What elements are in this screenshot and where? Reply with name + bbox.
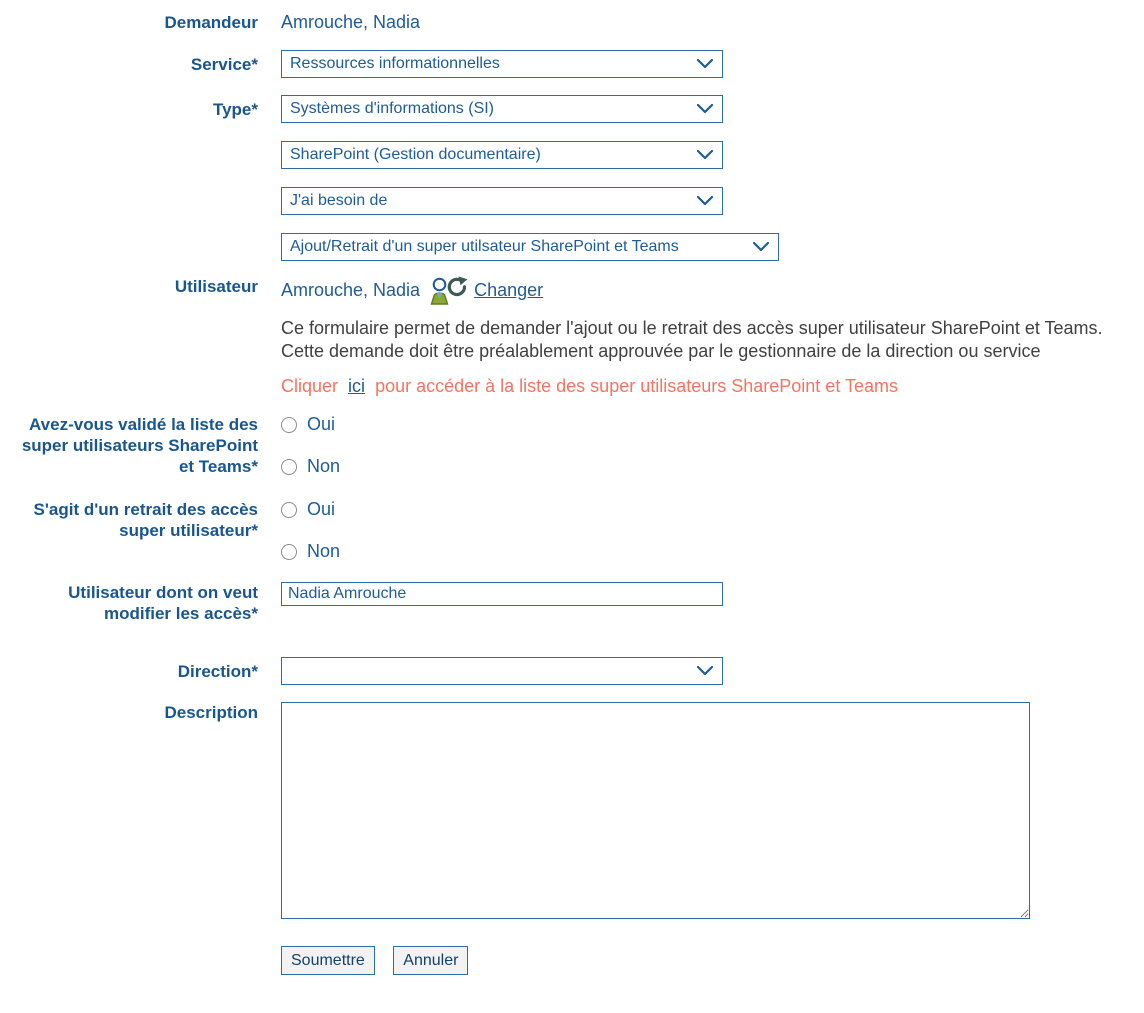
validated-question-label: Avez-vous validé la liste des super utilisateurs SharePoint et Teams* — [21, 415, 258, 476]
change-user-link[interactable]: Changer — [474, 280, 544, 300]
type-select[interactable] — [281, 95, 723, 123]
chevron-down-icon — [697, 196, 713, 206]
target-user-input[interactable] — [281, 582, 723, 606]
intro-paragraph — [281, 317, 1144, 363]
service-select[interactable] — [281, 50, 723, 78]
notice-prefix: Cliquer — [281, 376, 339, 396]
service-label: Service* — [190, 55, 258, 74]
request-select[interactable] — [281, 233, 779, 261]
category-row — [0, 141, 1144, 169]
radio-button[interactable] — [281, 417, 297, 433]
direction-row — [0, 657, 1144, 685]
intro-line1: Ce formulaire permet de demander l'ajout ou le retrait des accès super utilisateur SharePoint et Teams. — [281, 318, 1103, 338]
removal-question-row — [0, 499, 1144, 562]
requester-value: Amrouche, Nadia — [281, 12, 421, 32]
radio-label: Non — [307, 456, 341, 476]
removal-question-label: S'agit d'un retrait des accès super utilisateur* — [33, 500, 258, 540]
need-select[interactable] — [281, 187, 723, 215]
radio-label: Oui — [307, 414, 336, 434]
radio-button[interactable] — [281, 459, 297, 475]
super-users-list-link[interactable]: ici — [348, 376, 366, 396]
intro-row — [0, 317, 1144, 363]
request-row — [0, 233, 1144, 261]
chevron-down-icon — [697, 104, 713, 114]
user-label: Utilisateur — [174, 277, 258, 296]
category-select[interactable] — [281, 141, 723, 169]
service-select-value: Ressources informationnelles — [290, 55, 500, 72]
chevron-down-icon — [697, 666, 713, 676]
submit-button[interactable]: Soumettre — [281, 946, 375, 975]
description-row — [0, 702, 1144, 924]
user-value: Amrouche, Nadia — [281, 280, 421, 300]
radio-label: Non — [307, 541, 341, 561]
target-user-row — [0, 582, 1144, 624]
chevron-down-icon — [753, 242, 769, 252]
removal-non-option — [281, 541, 1144, 562]
service-row — [0, 50, 1144, 78]
cancel-button[interactable]: Annuler — [393, 946, 468, 975]
need-row — [0, 187, 1144, 215]
requester-label: Demandeur — [164, 13, 258, 32]
change-user-icon[interactable] — [428, 276, 468, 305]
chevron-down-icon — [697, 59, 713, 69]
buttons-row — [0, 946, 1144, 975]
removal-oui-option — [281, 499, 1144, 520]
request-select-value: Ajout/Retrait d'un super utilsateur SharePoint et Teams — [290, 238, 679, 255]
radio-label: Oui — [307, 499, 336, 519]
need-select-value: J'ai besoin de — [290, 192, 388, 209]
user-row — [0, 276, 1144, 305]
notice-text — [281, 376, 1144, 397]
chevron-down-icon — [697, 150, 713, 160]
notice-row — [0, 376, 1144, 397]
direction-label: Direction* — [177, 662, 258, 681]
type-select-value: Systèmes d'informations (SI) — [290, 100, 495, 117]
requester-row — [0, 0, 1144, 33]
description-label: Description — [164, 703, 258, 722]
category-select-value: SharePoint (Gestion documentaire) — [290, 146, 541, 163]
type-row — [0, 95, 1144, 123]
intro-line2: Cette demande doit être préalablement approuvée par le gestionnaire de la direction ou service — [281, 341, 1041, 361]
direction-select[interactable] — [281, 657, 723, 685]
description-textarea[interactable] — [281, 702, 1030, 919]
target-user-label: Utilisateur dont on veut modifier les accès* — [68, 583, 258, 623]
notice-suffix: pour accéder à la liste des super utilisateurs SharePoint et Teams — [375, 376, 899, 396]
radio-button[interactable] — [281, 502, 297, 518]
radio-button[interactable] — [281, 544, 297, 560]
validated-non-option — [281, 456, 1144, 477]
type-label: Type* — [212, 100, 258, 119]
validated-question-row — [0, 414, 1144, 477]
validated-oui-option — [281, 414, 1144, 435]
